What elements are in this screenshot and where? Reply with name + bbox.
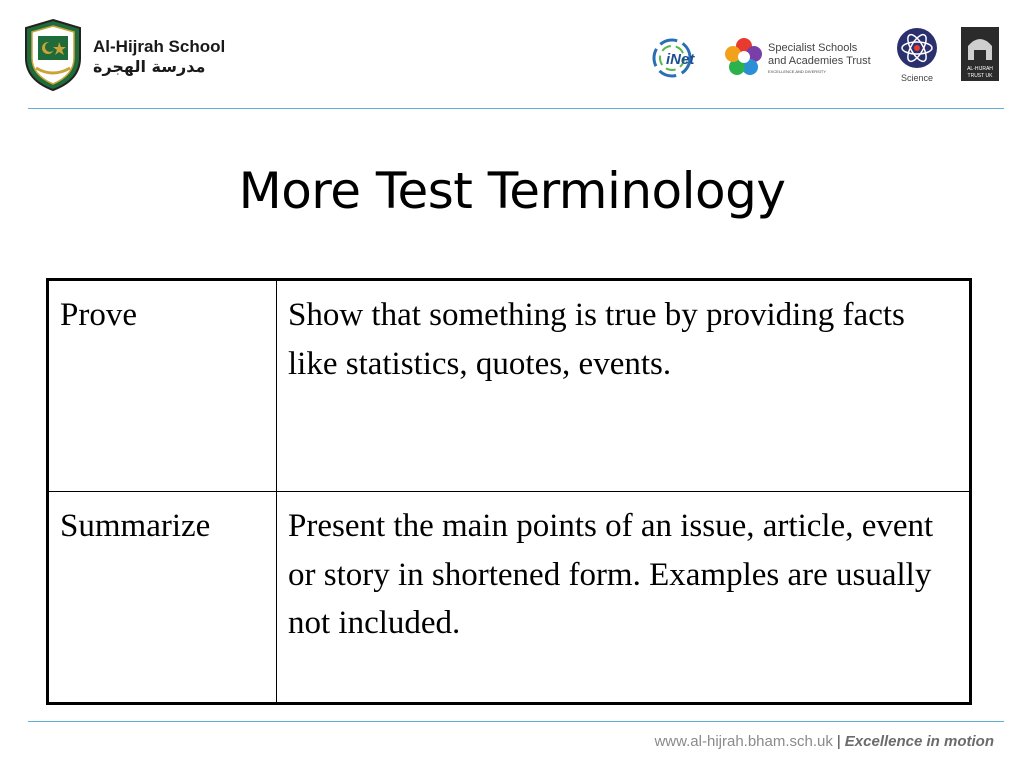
ssat-line-1: Specialist Schools [768,42,858,54]
ssat-flower-icon [724,36,764,78]
terminology-table [46,278,972,705]
trust-line-1: AL-HIJRAH [967,66,993,72]
footer-divider [28,721,1004,722]
ssat-line-2: and Academies Trust [768,55,871,67]
table-row [48,492,971,704]
slide-header [0,0,1024,110]
alhijrah-trust-logo [960,26,1000,82]
slide-title: More Test Terminology [238,162,786,220]
table-row [48,280,971,492]
footer-motto: Excellence in motion [844,733,994,750]
inet-logo-text: iNet [666,51,695,68]
definition-cell: Present the main points of an issue, article, event or story in shortened form. Examples are usually not included. [277,492,971,704]
slide-footer [654,733,994,750]
school-crest-icon [24,18,82,92]
definition-cell: Show that something is true by providing facts like statistics, quotes, events. [277,280,971,492]
ssat-logo-text [768,40,880,76]
school-name [93,38,225,75]
science-label: Science [900,73,934,83]
term-cell: Summarize [48,492,277,704]
science-atom-icon [894,26,940,84]
school-name-english: Al-Hijrah School [93,37,226,56]
trust-line-2: TRUST UK [967,73,993,79]
term-cell: Prove [48,280,277,492]
footer-separator: | [836,733,841,750]
school-name-arabic: مدرسة الهجرة [93,57,206,76]
header-divider [28,108,1004,109]
inet-logo [650,36,706,80]
footer-url[interactable]: www.al-hijrah.bham.sch.uk [654,733,833,750]
ssat-line-3: EXCELLENCE AND DIVERSITY [768,69,827,74]
